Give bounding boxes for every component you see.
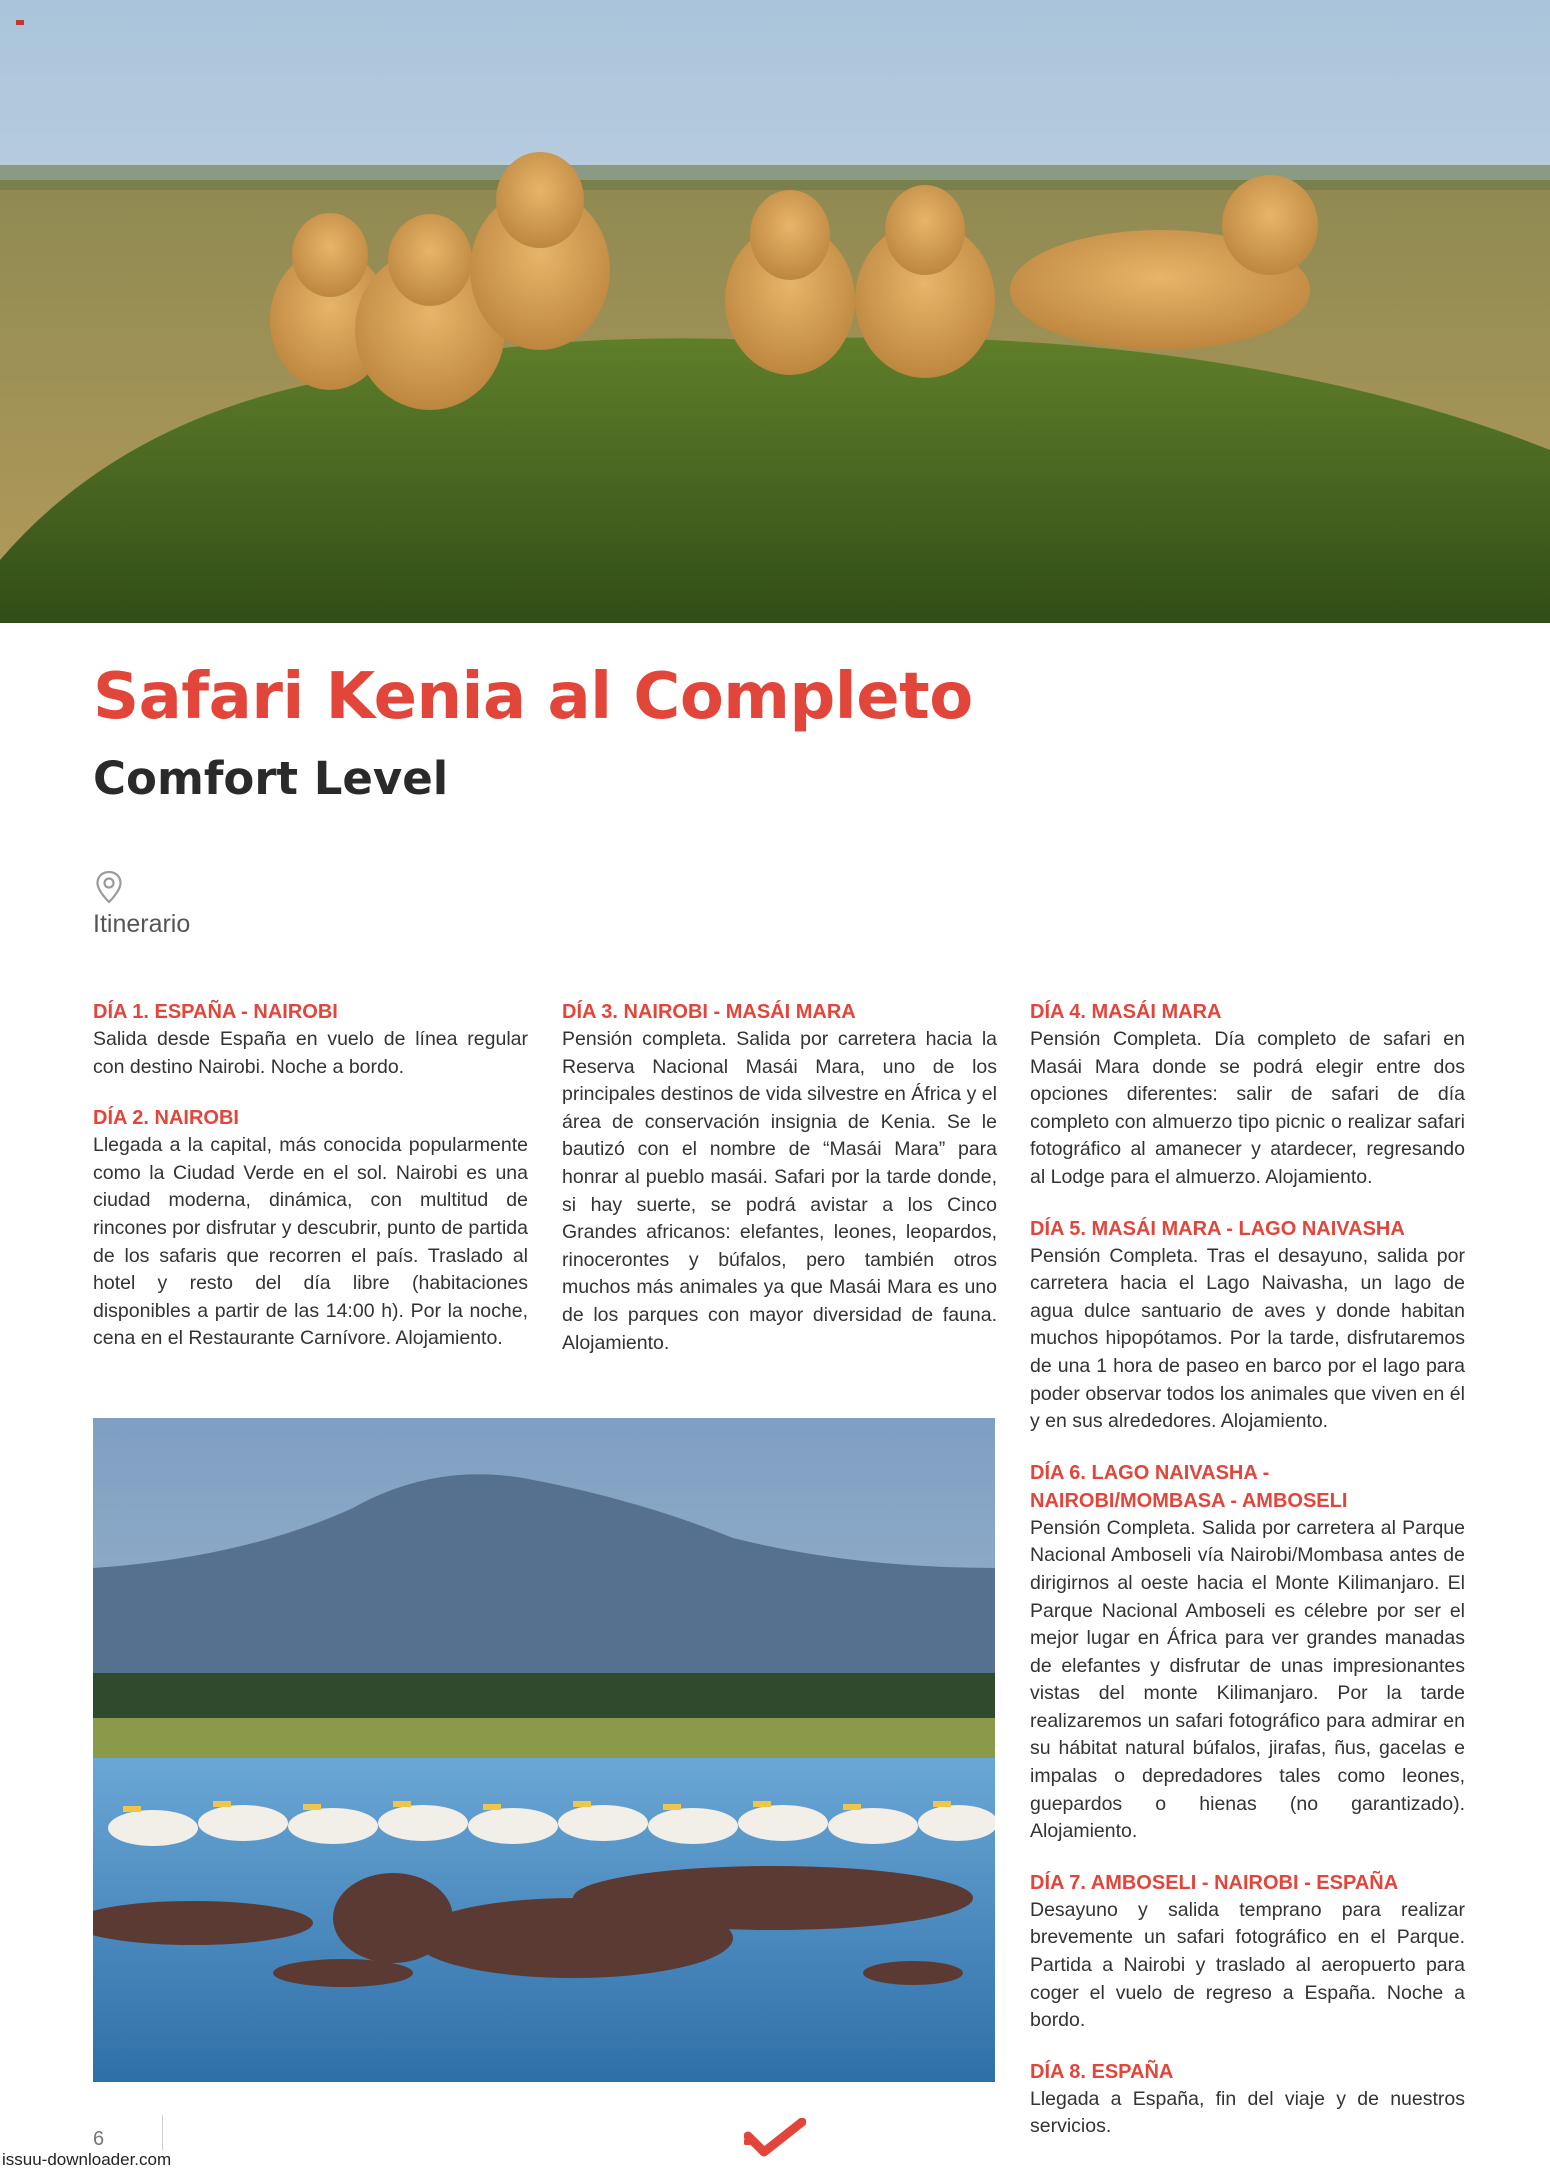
day-description: Llegada a la capital, más conocida popularmente como la Ciudad Verde en el sol. Nairobi es una ciudad moderna, dinámica, con multitud de rincones por disfrutar y descubrir, punto de partida de los safaris que recorren el país. Traslado al hotel y resto del día libre (habitaciones disponibles a partir de las 14:00 h). Por la noche, cena en el Restaurante Carnívore. Alojamiento. [93,1134,528,1350]
itinerary-column-2 [562,998,997,1380]
hero-photo-lions [0,0,1550,623]
day-description: Pensión Completa. Salida por carretera al Parque Nacional Amboseli vía Nairobi/Mombasa antes de dirigirnos al oeste hacia el Monte Kilimanjaro. El Parque Nacional Amboseli es célebre por ser el mejor lugar en África para ver grandes manadas de elefantes y disfrutar de unas impresionantes vistas del monte Kilimanjaro. Por la tarde realizaremos un safari fotográfico para admirar en su hábitat natural búfalos, jirafas, ñus, gacelas e impalas o depredadores tales como leones, guepardos o hienas (no garantizado). Alojamiento. [1030,1516,1465,1843]
page-subtitle: Comfort Level [93,752,449,805]
location-pin-icon [95,870,123,904]
corner-mark [16,20,24,25]
day-description: Desayuno y salida temprano para realizar brevemente un safari fotográfico en el Parque. Partida a Nairobi y traslado al aeropuerto para coger el vuelo de regreso a España. Noche a bordo. [1030,1898,1465,2032]
page-number: 6 [93,2128,105,2150]
day-heading: DÍA 5. MASÁI MARA - LAGO NAIVASHA [1030,1217,1405,1240]
day-description: Pensión Completa. Tras el desayuno, salida por carretera hacia el Lago Naivasha, un lago de agua dulce santuario de aves y donde habitan muchos hipopótamos. Por la tarde, disfrutaremos de una 1 hora de paseo en barco por el lago para poder observar todos los animales que viven en él y en sus alrededores. Alojamiento. [1030,1244,1465,1433]
day-heading: DÍA 3. NAIROBI - MASÁI MARA [562,1001,856,1023]
itinerary-day [1030,2058,1465,2141]
itinerary-label: Itinerario [93,910,191,938]
day-description: Pensión Completa. Día completo de safari en Masái Mara donde se podrá elegir entre dos opciones diferentes: salir de safari de día completo con almuerzo tipo picnic o realizar safari fotográfico al amanecer y atardecer, regresando al Lodge para el almuerzo. Alojamiento. [1030,1028,1465,1188]
itinerary-day [93,1104,528,1353]
itinerary-column-3 [1030,998,1465,2164]
brand-checkmark-logo [744,2118,806,2158]
page-title: Safari Kenia al Completo [93,660,973,734]
watermark: issuu-downloader.com [2,2150,172,2169]
itinerary-day [93,998,528,1081]
day-description: Llegada a España, fin del viaje y de nuestros servicios. [1030,2087,1465,2138]
lions-illustration [0,0,1550,623]
itinerary-column-1 [93,998,528,1376]
day-heading: DÍA 6. LAGO NAIVASHA - NAIROBI/MOMBASA - AMBOSELI [1030,1461,1348,1512]
lake-photo-pelicans-hippos [93,1418,995,2082]
itinerary-day [1030,1215,1465,1436]
itinerary-day [1030,998,1465,1192]
day-description: Salida desde España en vuelo de línea regular con destino Nairobi. Noche a bordo. [93,1028,528,1078]
itinerary-day [1030,1869,1465,2035]
day-heading: DÍA 8. ESPAÑA [1030,2060,1174,2083]
day-heading: DÍA 7. AMBOSELI - NAIROBI - ESPAÑA [1030,1871,1399,1894]
day-heading: DÍA 1. ESPAÑA - NAIROBI [93,1001,338,1023]
day-heading: DÍA 2. NAIROBI [93,1107,239,1130]
itinerary-day [1030,1459,1465,1846]
itinerary-day [562,998,997,1357]
day-description: Pensión completa. Salida por carretera hacia la Reserva Nacional Masái Mara, uno de los principales destinos de vida silvestre en África y el área de conservación insignia de Kenia. Se le bautizó con el nombre de “Masái Mara” para honrar al pueblo masái. Safari por la tarde donde, si hay suerte, se podrá avistar a los Cinco Grandes africanos: elefantes, leones, leopardos, rinocerontes y búfalos, pero también otros muchos más animales ya que Masái Mara es uno de los parques con mayor diversidad de fauna. Alojamiento. [562,1028,997,1354]
day-heading: DÍA 4. MASÁI MARA [1030,1001,1222,1023]
lake-illustration [93,1418,995,2082]
